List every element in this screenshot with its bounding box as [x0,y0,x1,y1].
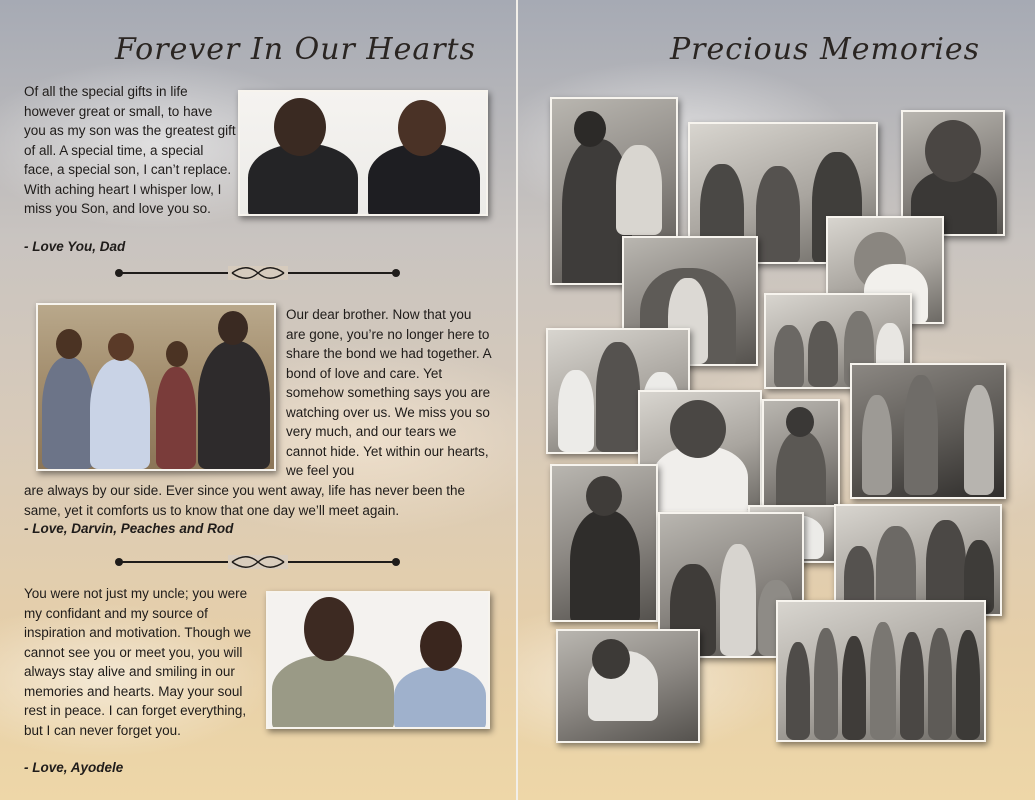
person-figure [272,655,394,729]
person-figure [900,632,924,740]
person-figure [558,370,594,452]
person-figure [862,395,892,495]
photo-collage-11 [550,464,658,622]
tribute-dad-signature: - Love You, Dad [24,239,126,254]
person-head [574,111,606,147]
person-head [925,120,981,182]
photo-collage-15 [556,629,700,743]
left-page [0,0,517,800]
person-head [166,341,188,367]
photo-uncle-and-nephew [266,591,490,729]
flourish-icon [228,555,288,569]
person-head [274,98,326,156]
flourish-icon [228,266,288,280]
person-head [398,100,446,156]
tribute-nephew-signature: - Love, Ayodele [24,760,124,775]
person-figure [904,375,938,495]
tribute-nephew-text: You were not just my uncle; you were my confidant and my source of inspiration and motivation. Though we cannot see you or meet you, you will always stay alive and smiling in our memories and hearts. May your soul rest in peace. I can forget everything, but I can never forget you. [24,586,252,738]
person-head [304,597,354,661]
divider-line [392,269,400,277]
person-figure [786,642,810,740]
person-figure [42,357,94,469]
person-figure [814,628,838,740]
person-head [786,407,814,437]
tribute-dad-text: Of all the special gifts in life however great or small, to have you as my son was the greatest gift of all. A special time, a special face, a special son, I can’t replace. With aching heart I whisper low, I miss you Son, and love you so. [24,84,236,216]
tribute-siblings-text-bottom: are always by our side. Ever since you went away, life has never been the same, yet it comforts us to know that one day we’ll meet again. [24,483,465,518]
person-head [592,639,630,679]
person-figure [928,628,952,740]
left-page-title: Forever In Our Hearts [115,32,477,67]
photo-father-and-son [238,90,488,216]
divider-line [392,558,400,566]
person-figure [756,166,800,264]
photo-collage-16 [776,600,986,742]
person-figure [394,667,486,729]
person-figure [956,630,980,740]
person-figure [570,510,640,622]
person-head [670,400,726,458]
person-head [586,476,622,516]
tribute-siblings-signature: - Love, Darvin, Peaches and Rod [24,521,234,536]
person-figure [156,367,196,469]
person-figure [198,341,270,469]
right-page-title: Precious Memories [670,32,981,67]
person-head [218,311,248,345]
person-figure [870,622,896,740]
person-figure [596,342,640,452]
person-head [108,333,134,361]
person-figure [774,325,804,389]
ornamental-divider [115,266,400,280]
ornamental-divider [115,555,400,569]
person-head [420,621,462,671]
person-figure [720,544,756,656]
right-page [518,0,1035,800]
person-figure [616,145,662,235]
tribute-siblings-text-top: Our dear brother. Now that you are gone, you’re no longer here to share the bond we had together. A bond of love and care. Yet somehow something says you are watching over us. We miss you so very much, and our tears we cannot hide. Yet within our hearts, we feel you [286,307,491,478]
person-head [56,329,82,359]
photo-collage-8 [850,363,1006,499]
person-figure [808,321,838,387]
photo-siblings-on-couch [36,303,276,471]
person-figure [90,359,150,469]
person-figure [842,636,866,740]
person-figure [964,385,994,495]
